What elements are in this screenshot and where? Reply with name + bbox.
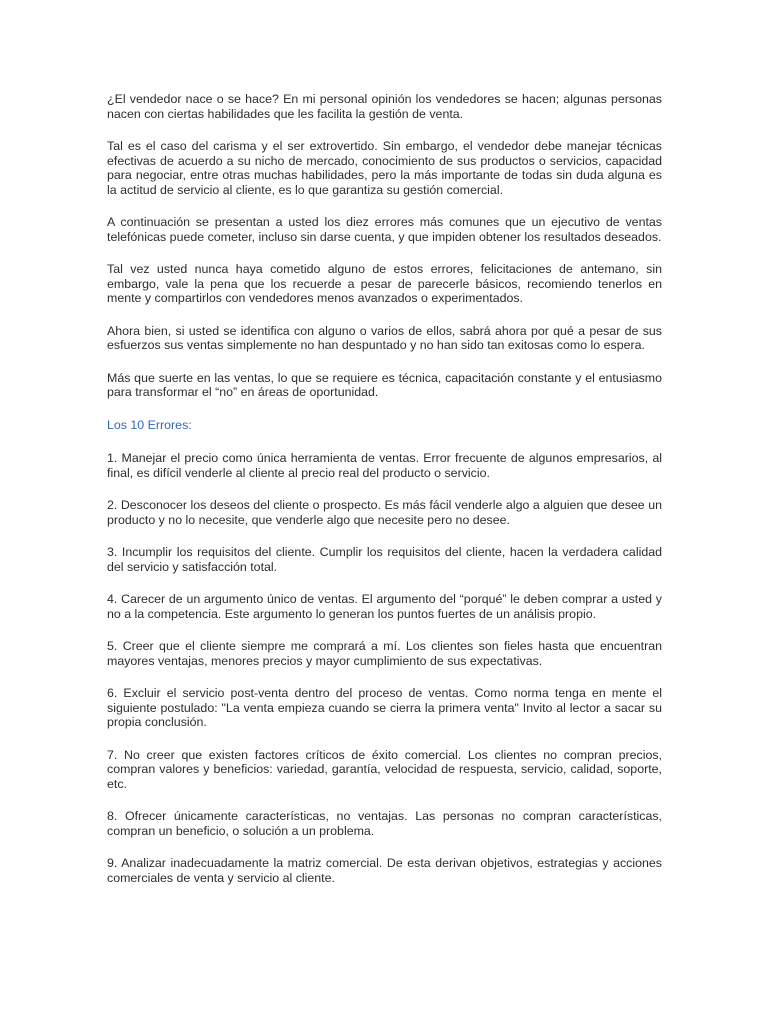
error-item: 1. Manejar el precio como única herramienta de ventas. Error frecuente de algunos empresarios, al final, es difícil venderle al cliente al precio real del producto o servicio. [107,451,662,480]
intro-paragraph: ¿El vendedor nace o se hace? En mi personal opinión los vendedores se hacen; algunas personas nacen con ciertas habilidades que les facilita la gestión de venta. [107,92,662,121]
error-item: 6. Excluir el servicio post-venta dentro del proceso de ventas. Como norma tenga en mente el siguiente postulado: "La venta empieza cuando se cierra la primera venta" Invito al lector a sacar su propia conclusión. [107,686,662,729]
intro-paragraph: A continuación se presentan a usted los diez errores más comunes que un ejecutivo de ventas telefónicas puede cometer, incluso sin darse cuenta, y que impiden obtener los resultados deseados. [107,215,662,244]
intro-paragraph: Ahora bien, si usted se identifica con alguno o varios de ellos, sabrá ahora por qué a pesar de sus esfuerzos sus ventas simplemente no han despuntado y no han sido tan exitosas como lo espera. [107,323,662,352]
error-item: 3. Incumplir los requisitos del cliente. Cumplir los requisitos del cliente, hacen la verdadera calidad del servicio y satisfacción total. [107,545,662,574]
section-heading: Los 10 Errores: [107,417,192,432]
error-item: 7. No creer que existen factores críticos de éxito comercial. Los clientes no compran precios, compran valores y beneficios: variedad, garantía, velocidad de respuesta, servicio, calidad, soporte, etc. [107,747,662,791]
error-item: 5. Creer que el cliente siempre me comprará a mí. Los clientes son fieles hasta que encuentran mayores ventajas, menores precios y mayor cumplimiento de sus expectativas. [107,639,662,668]
error-item: 2. Desconocer los deseos del cliente o prospecto. Es más fácil venderle algo a alguien que desee un producto y no lo necesite, que venderle algo que necesite pero no desee. [107,498,662,527]
error-item: 9. Analizar inadecuadamente la matriz comercial. De esta derivan objetivos, estrategias y acciones comerciales de venta y servicio al cliente. [107,856,662,885]
error-item: 4. Carecer de un argumento único de ventas. El argumento del “porqué” le deben comprar a usted y no a la competencia. Este argumento lo generan los puntos fuertes de un análisis propio. [107,592,662,621]
document-page [107,92,662,903]
intro-paragraph: Tal vez usted nunca haya cometido alguno de estos errores, felicitaciones de antemano, sin embargo, vale la pena que los recuerde a pesar de parecerle básicos, recomiendo tenerlos en mente y compartirlos con vendedores menos avanzados o experimentados. [107,262,662,305]
intro-paragraph: Tal es el caso del carisma y el ser extrovertido. Sin embargo, el vendedor debe manejar técnicas efectivas de acuerdo a su nicho de mercado, conocimiento de sus productos o servicios, capacidad para negociar, entre otras muchas habilidades, pero la más importante de todas sin duda alguna es la actitud de servicio al cliente, es lo que garantiza su gestión comercial. [107,139,662,197]
error-item: 8. Ofrecer únicamente características, no ventajas. Las personas no compran características, compran un beneficio, o solución a un problema. [107,809,662,838]
intro-paragraph: Más que suerte en las ventas, lo que se requiere es técnica, capacitación constante y el entusiasmo para transformar el “no” en áreas de oportunidad. [107,370,662,399]
